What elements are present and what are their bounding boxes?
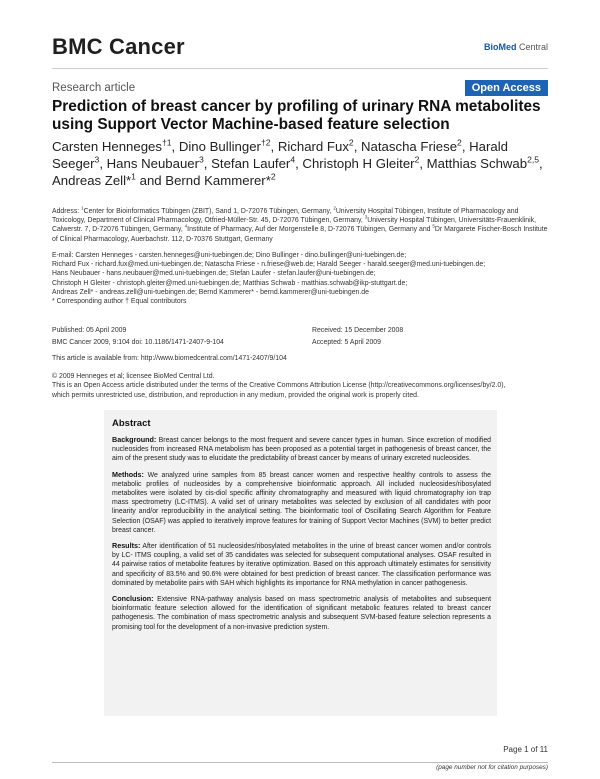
abstract-background xyxy=(112,435,491,464)
received-date: Received: 15 December 2008 xyxy=(312,327,404,334)
page-number: Page 1 of 11 xyxy=(503,745,548,754)
email-line: Christoph H Gleiter - christoph.gleiter@med.uni-tuebingen.de; Matthias Schwab - matthias.schwab@ikp-stuttgart.de; xyxy=(52,279,408,287)
review-dates xyxy=(312,326,552,348)
email-line: Hans Neubauer - hans.neubauer@med.uni-tuebingen.de; Stefan Laufer - stefan.laufer@uni-tuebingen.de; xyxy=(52,270,376,278)
section-label: Conclusion: xyxy=(112,594,154,604)
section-label: Methods: xyxy=(112,469,144,479)
citation: BMC Cancer 2009, 9:104 doi: 10.1186/1471-2407-9-104 xyxy=(52,339,224,347)
abstract-results xyxy=(112,541,491,588)
journal-title: BMC Cancer xyxy=(52,34,185,59)
abstract-box xyxy=(104,410,497,716)
article-url[interactable]: This article is available from: http://www.biomedcentral.com/1471-2407/9/104 xyxy=(52,355,287,362)
section-text: Extensive RNA-pathway analysis based on mass spectrometric analysis of metabolites and subsequent bioinformatic feature selection allowed for the identification of significant metabolic features related to breast cancer pathogenesis. The combination of mass spectrometric analysis and subsequent SVM-based feature selection represents a promising tool for the development of a non-invasive prediction system. xyxy=(112,596,491,631)
article-type: Research article xyxy=(52,82,136,94)
license-line: which permits unrestricted use, distribution, and reproduction in any medium, provided the original work is properly cited. xyxy=(52,391,419,399)
copyright-notice xyxy=(52,372,552,400)
page-citation-note: (page number not for citation purposes) xyxy=(436,764,548,771)
corresponding-note: * Corresponding author † Equal contributors xyxy=(52,298,187,306)
section-text: Breast cancer belongs to the most frequent and severe cancer types in human. Since excretion of modified nucleosides from increased RNA metabolism has been proposed as a potential target in pathogenesis of breast cancer, the aim of the present study was to elucidate the predictability of breast cancer by means of urinary excreted nucleosides. xyxy=(112,437,491,463)
author-addresses: Address: $^1$Center for Bioinformatics Tübingen (ZBIT), Sand 1, D-72076 Tübingen, Germany, $^2$University Hospital Tübingen, Institute of Pharmacology and Toxicology, Department of Clinical Pharmacology, Otfried-Müller-Str. 45, D-72076 Tübingen, Germany, $^3$University Hospital Tübingen, Universitäts-Frauenklinik, Calwerstr. 7, D-72076 Tübingen, Germany, $^4$Institute of Pharmacy, Auf der Morgenstelle 8, D-72076 Tübingen, Germany and $^5$Dr Margarete Fischer-Bosch Institute of Clinical Pharmacology, Auerbachstr. 112, D-70376 Stuttgart, Germany xyxy=(52,205,548,243)
publisher-logo xyxy=(484,42,548,52)
footer-divider xyxy=(52,762,548,763)
publisher-logo-bold: BioMed xyxy=(483,42,517,52)
section-text: We analyzed urine samples from 85 breast cancer women and respective healthy controls to assess the metabolic profiles of nucleosides by a comprehensive bioinformatic approach. All included nucleosides/ribosylated metabolites were isolated by cis-diol specific affinity chromatography and measured with liquid chromatography ion trap mass spectrometry (LC-ITMS). A valid set of urinary metabolites was selected by exclusion of all candidates with poor linearity and/or reproducibility in the analytical setting. The bioinformatic tool of Oscillating Search Algorithm for Feature Selection (OSAF) was applied to iteratively improve features for training of Support Vector Machines (SVM) to better predict breast cancer. xyxy=(112,471,491,534)
abstract-body xyxy=(112,435,491,638)
abstract-conclusion xyxy=(112,594,491,632)
open-access-badge: Open Access xyxy=(465,80,548,96)
accepted-date: Accepted: 5 April 2009 xyxy=(312,339,381,347)
author-list: Carsten Henneges$^{\dagger 1}$, Dino Bullinger$^{\dagger 2}$, Richard Fux$^2$, Natascha Friese$^2$, Harald Seeger$^3$, Hans Neubauer$^3$, Stefan Laufer$^4$, Christoph H Gleiter$^2$, Matthias Schwab$^{2,5}$, Andreas Zell*$^1$ and Bernd Kammerer*$^2$ xyxy=(52,137,543,188)
section-text: After identification of 51 nucleosides/ribosylated metabolites in the urine of breast cancer women and/or controls by LC- ITMS coupling, a valid set of 35 candidates was selected for subsequent computational analyses. OSAF resulted in 44 pairwise ratios of metabolite features by iterative optimization. Based on this approach ultimately estimates for sensitivity and specificity of 83.5% and 90.6% were obtained for best prediction of breast cancer. The classification performance was dominated by metabolite pairs with SAH which highlights its importance for RNA methylation in cancer pathogenesis. xyxy=(112,543,491,587)
abstract-heading: Abstract xyxy=(112,418,151,429)
section-label: Results: xyxy=(112,541,141,551)
copyright-line: © 2009 Henneges et al; licensee BioMed Central Ltd. xyxy=(52,373,215,380)
abstract-methods xyxy=(112,470,491,535)
email-line: Andreas Zell* - andreas.zell@uni-tuebingen.de; Bernd Kammerer* - bernd.kammerer@uni-tuebingen.de xyxy=(52,288,369,296)
license-line: This is an Open Access article distributed under the terms of the Creative Commons Attribution License (http://creativecommons.org/licenses/by/2.0), xyxy=(52,382,506,390)
published-date: Published: 05 April 2009 xyxy=(52,327,127,334)
article-title: Prediction of breast cancer by profiling of urinary RNA metabolites using Support Vector Machine-based feature selection xyxy=(52,98,541,133)
header-divider xyxy=(52,68,548,69)
publisher-logo-rest: Central xyxy=(516,42,548,52)
author-emails xyxy=(52,251,552,306)
publication-info xyxy=(52,326,332,348)
section-label: Background: xyxy=(112,435,157,444)
email-line: Richard Fux - richard.fux@med.uni-tuebingen.de; Natascha Friese - n.friese@web.de; Harald Seeger - harald.seeger@med.uni-tuebingen.de; xyxy=(52,261,486,269)
email-line: E-mail: Carsten Henneges - carsten.henneges@uni-tuebingen.de; Dino Bullinger - dino.bullinger@uni-tuebingen.de; xyxy=(52,252,407,259)
